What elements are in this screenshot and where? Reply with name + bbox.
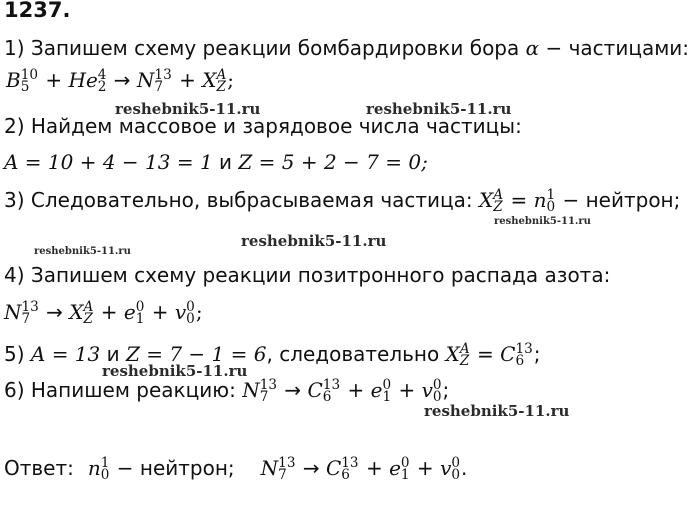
particle-x-mass: A <box>459 340 470 357</box>
neutrino-symbol: v <box>174 300 187 324</box>
nitrogen-symbol: N <box>242 378 260 402</box>
carbon-mass-number: 13 <box>322 376 341 393</box>
plus-sign: + <box>94 300 124 324</box>
plus-sign: + <box>145 300 175 324</box>
positron-charge-number: 1 <box>400 466 410 483</box>
neutron-symbol: n <box>533 188 547 212</box>
particle-x-mass: A <box>216 66 227 83</box>
neutrino-mass-number: 0 <box>451 454 461 471</box>
therefore-text: , следовательно <box>266 342 446 366</box>
carbon-mass-number: 13 <box>515 340 533 357</box>
positron-mass-number: 0 <box>382 376 392 393</box>
nitrogen-indices <box>21 298 39 327</box>
positron-charge-number: 1 <box>382 388 392 405</box>
particle-x-symbol: X <box>202 68 217 92</box>
problem-number: 1237. <box>4 0 71 22</box>
watermark: reshebnik5-11.ru <box>241 232 387 250</box>
positron-indices <box>400 454 410 483</box>
nitrogen-symbol: N <box>4 300 22 324</box>
period: . <box>461 456 468 480</box>
equals-sign: = <box>504 188 534 212</box>
carbon-charge-number: 6 <box>322 388 332 405</box>
and-word: и <box>212 150 239 174</box>
plus-sign: + <box>39 68 69 92</box>
neutron-symbol: n <box>87 456 101 480</box>
nitrogen-charge-number: 7 <box>259 388 269 405</box>
nitrogen-charge-number: 7 <box>154 78 164 95</box>
step-3-tail: − нейтрон; <box>556 188 681 212</box>
plus-sign: + <box>341 378 371 402</box>
positron-decay-equation <box>4 300 203 325</box>
neutrino-symbol: v <box>440 456 452 480</box>
particle-x-mass: A <box>493 186 504 203</box>
neutrino-charge-number: 0 <box>186 310 195 327</box>
positron-charge-number: 1 <box>135 310 145 327</box>
nitrogen-symbol: N <box>136 68 155 92</box>
neutron-indices <box>546 186 556 215</box>
neutrino-mass-number: 0 <box>186 298 195 315</box>
neutrino-mass-number: 0 <box>432 376 442 393</box>
positron-symbol: e <box>123 300 136 324</box>
step-3-text: 3) Следовательно, выбрасываемая частица: <box>4 188 480 212</box>
plus-sign: + <box>359 456 390 480</box>
step-6-text: 6) Напишем реакцию: <box>4 378 243 402</box>
carbon-symbol: C <box>307 378 323 402</box>
positron-mass-number: 0 <box>400 454 410 471</box>
arrow-symbol: → <box>278 378 308 402</box>
nitrogen-indices <box>154 66 172 95</box>
step-2-line: 2) Найдем массовое и зарядовое числа частицы: <box>4 114 522 138</box>
plus-sign: + <box>172 68 203 92</box>
bombardment-equation <box>6 68 234 93</box>
nitrogen-mass-number: 13 <box>21 298 39 315</box>
semicolon: ; <box>195 300 203 324</box>
mass-number-equation: A = 13 <box>30 342 101 366</box>
charge-number-equation: Z = 7 − 1 = 6 <box>125 342 267 366</box>
mass-charge-calculation <box>4 150 428 174</box>
boron-symbol: B <box>6 68 21 92</box>
positron-indices <box>135 298 145 327</box>
particle-x-mass: A <box>83 298 94 315</box>
particle-x-indices <box>216 66 227 95</box>
step-6-line <box>4 378 449 403</box>
neutron-charge-number: 0 <box>546 198 556 215</box>
watermark: reshebnik5-11.ru <box>424 402 570 420</box>
watermark: reshebnik5-11.ru <box>102 362 248 380</box>
nitrogen-indices <box>278 454 296 483</box>
positron-indices <box>382 376 392 405</box>
positron-symbol: e <box>370 378 383 402</box>
neutron-indices <box>100 454 110 483</box>
neutron-answer-text: − нейтрон; <box>110 456 235 480</box>
carbon-mass-number: 13 <box>341 454 359 471</box>
particle-x-symbol: X <box>445 342 460 366</box>
nitrogen-charge-number: 7 <box>278 466 287 483</box>
boron-indices <box>20 66 39 95</box>
arrow-symbol: → <box>107 68 137 92</box>
nitrogen-symbol: N <box>260 456 279 480</box>
neutron-mass-number: 1 <box>546 186 556 203</box>
neutrino-charge-number: 0 <box>451 466 461 483</box>
watermark: reshebnik5-11.ru <box>115 100 261 118</box>
particle-x-charge: Z <box>459 352 470 369</box>
step-5-line <box>4 342 541 367</box>
helium-indices <box>97 66 107 95</box>
step-1-line <box>4 36 689 60</box>
nitrogen-mass-number: 13 <box>154 66 172 83</box>
particle-x-indices <box>459 340 470 369</box>
nitrogen-mass-number: 13 <box>259 376 277 393</box>
neutron-charge-number: 0 <box>100 466 110 483</box>
carbon-symbol: C <box>325 456 342 480</box>
watermark: reshebnik5-11.ru <box>366 100 512 118</box>
carbon-indices <box>515 340 533 369</box>
particle-x-charge: Z <box>493 198 503 215</box>
neutrino-indices <box>186 298 195 327</box>
watermark: reshebnik5-11.ru <box>494 216 591 227</box>
semicolon: ; <box>227 68 235 92</box>
step-3-line <box>4 188 680 213</box>
boron-charge-number: 5 <box>20 78 30 95</box>
carbon-symbol: C <box>500 342 516 366</box>
step-1-tail: − частицами: <box>539 36 689 60</box>
carbon-indices <box>322 376 341 405</box>
carbon-indices <box>341 454 359 483</box>
answer-line <box>4 456 467 481</box>
helium-mass-number: 4 <box>97 66 107 83</box>
step-4-line: 4) Запишем схему реакции позитронного распада азота: <box>4 263 611 287</box>
positron-mass-number: 0 <box>135 298 145 315</box>
plus-sign: + <box>410 456 441 480</box>
plus-sign: + <box>392 378 422 402</box>
neutron-mass-number: 1 <box>100 454 110 471</box>
particle-x-indices <box>493 186 504 215</box>
arrow-symbol: → <box>39 300 70 324</box>
arrow-symbol: → <box>296 456 326 480</box>
neutrino-symbol: v <box>421 378 433 402</box>
neutrino-charge-number: 0 <box>432 388 442 405</box>
particle-x-indices <box>83 298 94 327</box>
helium-symbol: He <box>68 68 98 92</box>
watermark: reshebnik5-11.ru <box>34 246 131 257</box>
neutrino-indices <box>451 454 461 483</box>
carbon-charge-number: 6 <box>341 466 350 483</box>
semicolon: ; <box>533 342 541 366</box>
nitrogen-charge-number: 7 <box>21 310 31 327</box>
positron-symbol: e <box>389 456 401 480</box>
boron-mass-number: 10 <box>20 66 39 83</box>
mass-number-equation: A = 10 + 4 − 13 = 1 <box>4 150 213 174</box>
particle-x-symbol: X <box>479 188 494 212</box>
nitrogen-mass-number: 13 <box>278 454 296 471</box>
equals-sign: = <box>470 342 501 366</box>
step-1-text: 1) Запишем схему реакции бомбардировки бора <box>4 36 526 60</box>
nitrogen-indices <box>259 376 277 405</box>
carbon-charge-number: 6 <box>515 352 525 369</box>
alpha-symbol: α <box>525 36 540 60</box>
particle-x-symbol: X <box>69 300 84 324</box>
particle-x-charge: Z <box>83 310 93 327</box>
neutrino-indices <box>432 376 442 405</box>
answer-label: Ответ: <box>4 456 74 480</box>
charge-number-equation: Z = 5 + 2 − 7 = 0; <box>238 150 428 174</box>
step-5-number: 5) <box>4 342 31 366</box>
and-word: и <box>100 342 126 366</box>
particle-x-charge: Z <box>216 78 226 95</box>
helium-charge-number: 2 <box>97 78 107 95</box>
semicolon: ; <box>442 378 450 402</box>
